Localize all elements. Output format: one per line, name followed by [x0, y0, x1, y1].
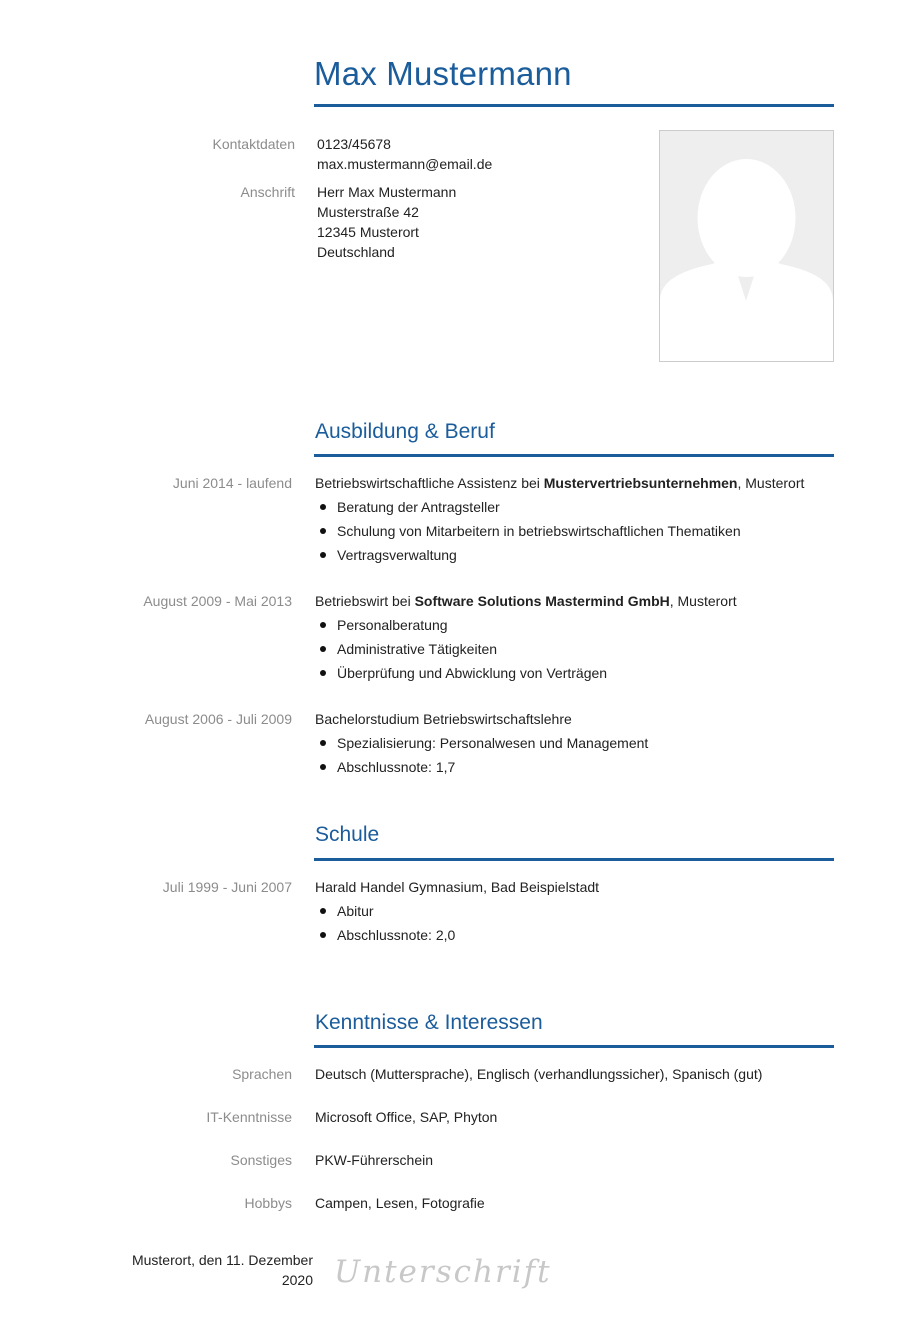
list-item — [315, 925, 835, 949]
entry-bullets — [315, 497, 835, 569]
list-item-text: Administrative Tätigkeiten — [337, 641, 498, 657]
list-item — [315, 639, 835, 663]
skill-value: Microsoft Office, SAP, Phyton — [315, 1109, 498, 1125]
entry-location: , Musterort — [669, 593, 737, 609]
address-line: Deutschland — [317, 244, 395, 260]
skill-row — [0, 1193, 910, 1213]
list-item — [315, 545, 835, 569]
list-item — [315, 757, 835, 781]
entry-body — [315, 877, 835, 949]
signature: Unterschrift — [334, 1254, 552, 1290]
phone-value: 0123/45678 — [317, 136, 391, 152]
bullet-icon — [320, 670, 326, 676]
bullet-icon — [320, 552, 326, 558]
page-title: Max Mustermann — [314, 55, 572, 92]
skill-value: PKW-Führerschein — [315, 1152, 434, 1168]
section-rule — [314, 454, 834, 457]
bullet-icon — [320, 528, 326, 534]
entry-role: Betriebswirtschaftliche Assistenz bei — [315, 475, 544, 491]
place-date — [113, 1250, 313, 1290]
skill-row — [0, 1064, 910, 1084]
section-title-school: Schule — [315, 823, 380, 846]
list-item — [315, 497, 835, 521]
entry-company: Mustervertriebsunternehmen — [543, 475, 738, 491]
bullet-icon — [320, 504, 326, 510]
bullet-icon — [320, 932, 326, 938]
list-item-text: Personalberatung — [337, 617, 448, 633]
skill-value: Deutsch (Muttersprache), Englisch (verhandlungssicher), Spanisch (gut) — [315, 1066, 763, 1082]
skill-row — [0, 1107, 910, 1127]
list-item-text: Überprüfung und Abwicklung von Verträgen — [337, 665, 608, 681]
entry-role: Bachelorstudium Betriebswirtschaftslehre — [315, 711, 572, 727]
section-title-education-work: Ausbildung & Beruf — [315, 420, 495, 443]
skill-row — [0, 1150, 910, 1170]
entry-company: Software Solutions Mastermind GmbH — [414, 593, 670, 609]
address-label: Anschrift — [240, 184, 295, 200]
entry-body — [315, 473, 835, 569]
skill-label: IT-Kenntnisse — [206, 1109, 292, 1125]
entry-school: Harald Handel Gymnasium, Bad Beispielstadt — [315, 879, 600, 895]
section-rule — [314, 858, 834, 861]
list-item-text: Beratung der Antragsteller — [337, 499, 500, 515]
entry-body — [315, 591, 835, 687]
section-title-skills: Kenntnisse & Interessen — [315, 1011, 543, 1034]
address-line: Herr Max Mustermann — [317, 184, 457, 200]
entry-date: Juli 1999 - Juni 2007 — [162, 879, 292, 895]
skill-value: Campen, Lesen, Fotografie — [315, 1195, 485, 1211]
bullet-icon — [320, 740, 326, 746]
list-item — [315, 615, 835, 639]
list-item-text: Spezialisierung: Personalwesen und Management — [337, 735, 649, 751]
address-line: Musterstraße 42 — [317, 204, 419, 220]
bullet-icon — [320, 646, 326, 652]
place-date-line: 2020 — [281, 1272, 313, 1288]
skill-label: Sonstiges — [230, 1152, 292, 1168]
place-date-line: Musterort, den 11. Dezember — [131, 1252, 313, 1268]
entry-date: August 2006 - Juli 2009 — [144, 711, 292, 727]
skill-label: Hobbys — [244, 1195, 292, 1211]
entry-heading — [315, 877, 835, 897]
entry-location: , Musterort — [737, 475, 805, 491]
entry-body — [315, 709, 835, 781]
email-value: max.mustermann@email.de — [317, 156, 493, 172]
entry-date: August 2009 - Mai 2013 — [143, 593, 292, 609]
skill-label: Sprachen — [232, 1066, 292, 1082]
list-item-text: Abitur — [337, 903, 374, 919]
list-item — [315, 901, 835, 925]
bullet-icon — [320, 622, 326, 628]
entry-bullets — [315, 615, 835, 687]
list-item — [315, 733, 835, 757]
entry-heading — [315, 473, 835, 493]
entry-bullets — [315, 733, 835, 781]
entry-heading — [315, 709, 835, 729]
list-item-text: Vertragsverwaltung — [337, 547, 457, 563]
entry-bullets — [315, 901, 835, 949]
entry-date: Juni 2014 - laufend — [172, 475, 292, 491]
title-rule — [314, 104, 834, 107]
list-item-text: Abschlussnote: 1,7 — [337, 759, 456, 775]
list-item — [315, 663, 835, 687]
contact-label: Kontaktdaten — [212, 136, 295, 152]
list-item-text: Schulung von Mitarbeitern in betriebswirtschaftlichen Thematiken — [337, 523, 741, 539]
bullet-icon — [320, 908, 326, 914]
list-item — [315, 521, 835, 545]
profile-photo-placeholder — [659, 130, 834, 362]
address-line: 12345 Musterort — [317, 224, 419, 240]
person-silhouette-icon — [660, 131, 833, 361]
entry-heading — [315, 591, 835, 611]
bullet-icon — [320, 764, 326, 770]
entry-role: Betriebswirt bei — [315, 593, 415, 609]
section-rule — [314, 1045, 834, 1048]
list-item-text: Abschlussnote: 2,0 — [337, 927, 456, 943]
